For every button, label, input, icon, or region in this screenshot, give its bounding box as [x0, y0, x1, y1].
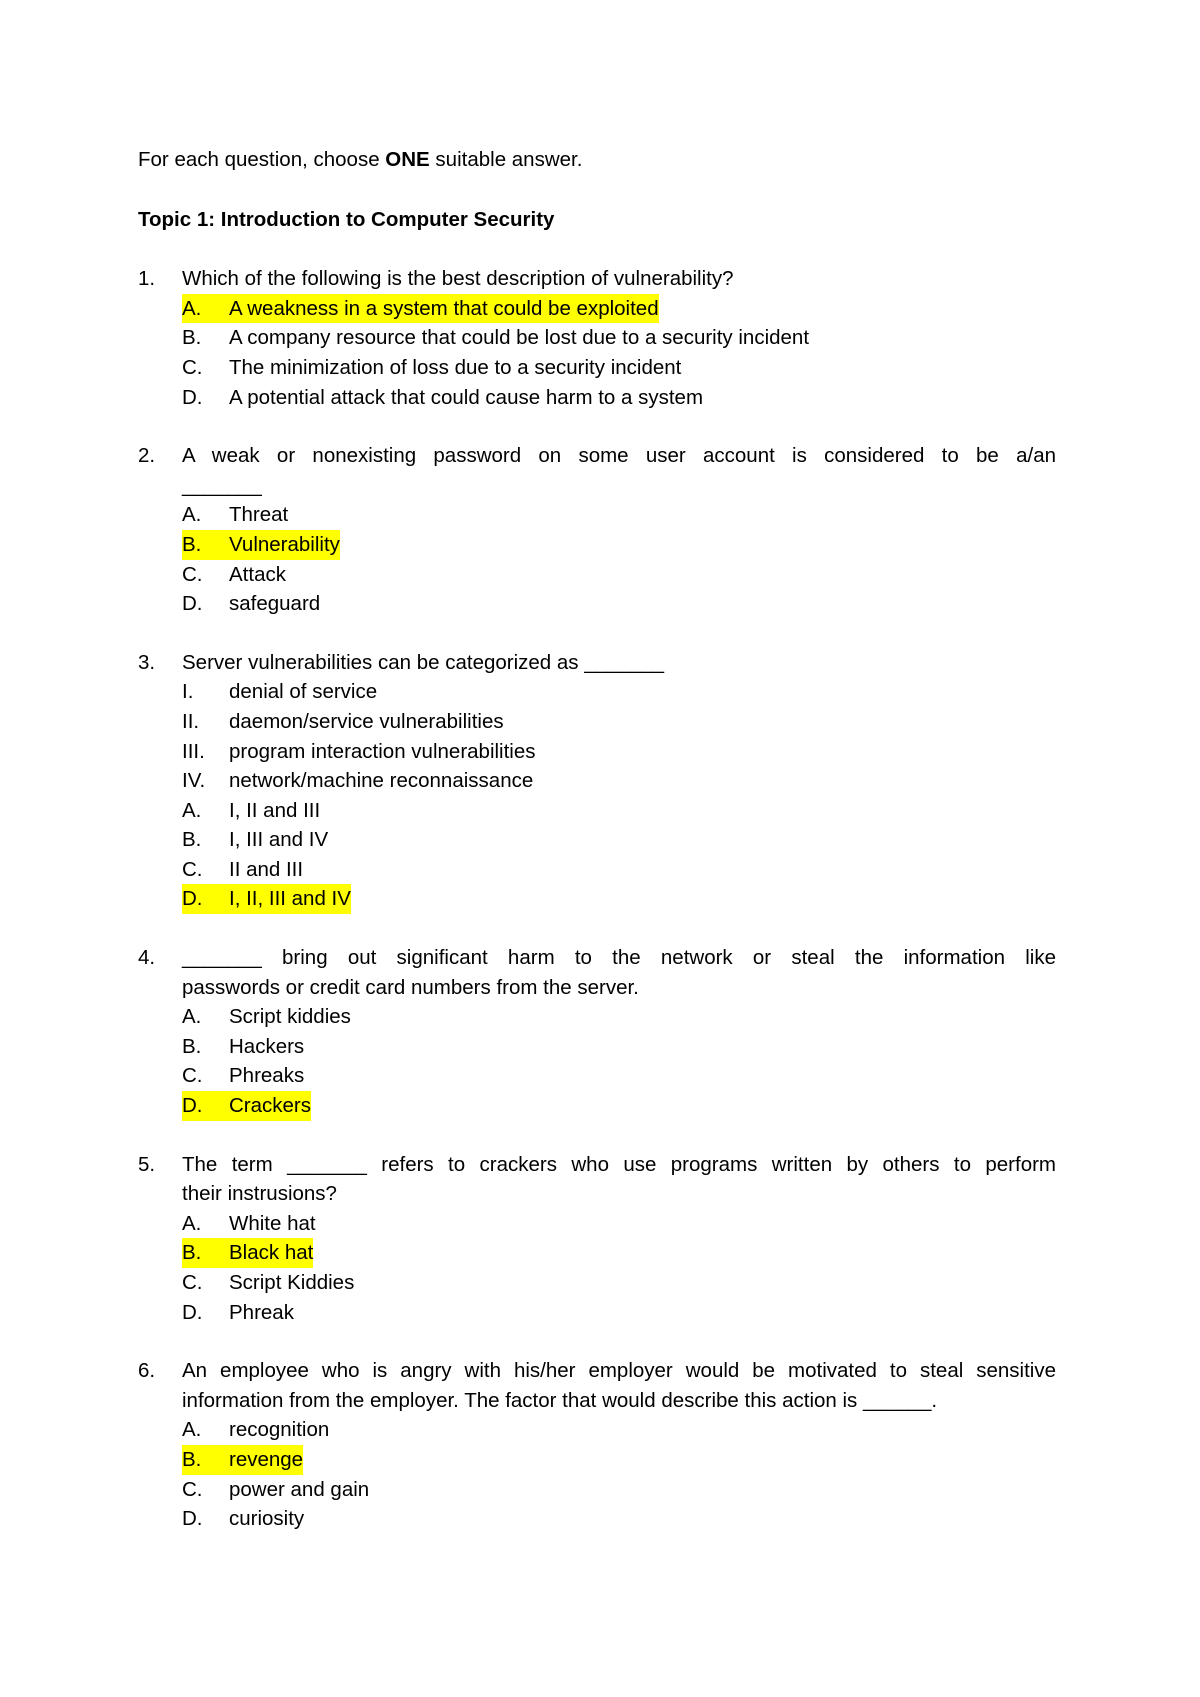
- option-text: Script kiddies: [229, 1005, 351, 1029]
- answer-option-correct: [182, 530, 1056, 560]
- option-label: A.: [182, 296, 202, 320]
- option-text: Phreaks: [229, 1064, 305, 1088]
- option-text: Crackers: [229, 1094, 312, 1118]
- answer-option-correct: [182, 1238, 1056, 1268]
- document-page: [138, 145, 1056, 1563]
- option-label: A.: [182, 798, 202, 822]
- option-text: I, II and III: [229, 798, 321, 822]
- statement-item: [182, 677, 1056, 707]
- option-text: safeguard: [229, 592, 321, 616]
- question-text-continuation: their instrusions?: [182, 1182, 337, 1206]
- option-text: I, II, III and IV: [229, 887, 351, 911]
- option-label: B.: [182, 1447, 202, 1471]
- option-text: revenge: [229, 1447, 304, 1471]
- option-label: A.: [182, 503, 202, 527]
- option-label: D.: [182, 1300, 203, 1324]
- question-stem: [138, 264, 1056, 294]
- question-text: [182, 441, 1056, 500]
- question-item: [138, 1150, 1056, 1328]
- option-text: The minimization of loss due to a security incident: [229, 355, 682, 379]
- statement-label: III.: [182, 739, 205, 763]
- answer-option: [182, 1268, 1056, 1298]
- answer-option: [182, 1415, 1056, 1445]
- answer-highlight: [182, 1238, 313, 1268]
- question-item: [138, 264, 1056, 412]
- option-text: Threat: [229, 503, 289, 527]
- option-label: C.: [182, 1064, 203, 1088]
- answer-option: [182, 1002, 1056, 1032]
- question-number: 4.: [138, 946, 156, 970]
- question-item: [138, 943, 1056, 1121]
- option-label: B.: [182, 1034, 202, 1058]
- option-label: C.: [182, 355, 203, 379]
- option-label: D.: [182, 1507, 203, 1531]
- answer-highlight: [182, 1091, 311, 1121]
- statement-text: network/machine reconnaissance: [229, 769, 534, 793]
- answer-option: [182, 560, 1056, 590]
- question-text-line: An employee who is angry with his/her employer would be motivated to steal sensitive: [182, 1359, 1056, 1383]
- question-text-continuation: information from the employer. The factor that would describe this action is ______.: [182, 1388, 938, 1412]
- instruction-text: For each question, choose ONE suitable answer.: [138, 148, 583, 171]
- option-label: B.: [182, 1241, 202, 1265]
- option-label: B.: [182, 828, 202, 852]
- statement-item: [182, 766, 1056, 796]
- answer-option: [182, 589, 1056, 619]
- option-label: A.: [182, 1005, 202, 1029]
- question-text: [182, 1150, 1056, 1209]
- option-text: Vulnerability: [229, 532, 340, 556]
- answer-option-correct: [182, 1091, 1056, 1121]
- question-stem: [138, 1356, 1056, 1415]
- answer-option: [182, 323, 1056, 353]
- option-label: C.: [182, 1477, 203, 1501]
- option-text: I, III and IV: [229, 828, 329, 852]
- option-text: Black hat: [229, 1241, 314, 1265]
- option-label: C.: [182, 857, 203, 881]
- answer-option: [182, 500, 1056, 530]
- option-label: D.: [182, 1094, 203, 1118]
- answer-option: [182, 1504, 1056, 1534]
- question-text: [182, 264, 1056, 294]
- answer-option: [182, 1298, 1056, 1328]
- question-text-line: Which of the following is the best description of vulnerability?: [182, 267, 734, 291]
- option-text: II and III: [229, 857, 304, 881]
- option-text: curiosity: [229, 1507, 305, 1531]
- question-stem: [138, 1150, 1056, 1209]
- question-number: 1.: [138, 267, 156, 291]
- answer-option: [182, 1209, 1056, 1239]
- statement-item: [182, 707, 1056, 737]
- question-text-continuation: _______: [182, 473, 262, 497]
- option-text: A potential attack that could cause harm to a system: [229, 385, 704, 409]
- option-text: White hat: [229, 1211, 316, 1235]
- question-text-line: A weak or nonexisting password on some user account is considered to be a/an: [182, 444, 1056, 468]
- option-text: A company resource that could be lost due to a security incident: [229, 326, 810, 350]
- statement-label: II.: [182, 709, 200, 733]
- answer-option-correct: [182, 294, 1056, 324]
- statement-text: daemon/service vulnerabilities: [229, 709, 504, 733]
- answer-highlight: [182, 884, 351, 914]
- statement-label: I.: [182, 680, 194, 704]
- option-label: A.: [182, 1211, 202, 1235]
- answer-option: [182, 1061, 1056, 1091]
- option-text: Script Kiddies: [229, 1271, 355, 1294]
- question-text: [182, 648, 1056, 678]
- option-label: C.: [182, 562, 203, 586]
- question-list: [138, 264, 1056, 1534]
- option-text: power and gain: [229, 1477, 370, 1501]
- answer-option: [182, 1032, 1056, 1062]
- question-text: [182, 1356, 1056, 1415]
- option-label: D.: [182, 887, 203, 911]
- answer-option-correct: [182, 1445, 1056, 1475]
- answer-highlight: [182, 1445, 303, 1475]
- question-number: 6.: [138, 1359, 156, 1383]
- answer-option: [182, 383, 1056, 413]
- question-item: [138, 1356, 1056, 1534]
- statement-item: [182, 737, 1056, 767]
- answer-option-correct: [182, 884, 1056, 914]
- question-stem: [138, 943, 1056, 1002]
- instruction-emphasis: ONE: [385, 148, 430, 171]
- question-number: 5.: [138, 1152, 156, 1176]
- option-text: Phreak: [229, 1300, 294, 1324]
- answer-option: [182, 855, 1056, 885]
- question-item: [138, 441, 1056, 619]
- question-text-line: _______ bring out significant harm to the network or steal the information like: [182, 946, 1056, 970]
- question-text: [182, 943, 1056, 1002]
- statement-label: IV.: [182, 769, 206, 793]
- option-label: A.: [182, 1418, 202, 1442]
- question-stem: [138, 441, 1056, 500]
- answer-option: [182, 825, 1056, 855]
- option-label: B.: [182, 326, 202, 350]
- option-label: B.: [182, 532, 202, 556]
- option-label: D.: [182, 385, 203, 409]
- question-item: [138, 648, 1056, 914]
- question-text-continuation: passwords or credit card numbers from the server.: [182, 975, 639, 999]
- option-label: D.: [182, 592, 203, 616]
- option-text: Hackers: [229, 1034, 305, 1058]
- option-text: Attack: [229, 562, 286, 586]
- answer-highlight: [182, 294, 659, 324]
- option-text: recognition: [229, 1418, 330, 1442]
- answer-option: [182, 796, 1056, 826]
- question-number: 3.: [138, 650, 156, 674]
- statement-text: denial of service: [229, 680, 378, 704]
- question-text-line: Server vulnerabilities can be categorized as _______: [182, 650, 665, 674]
- answer-highlight: [182, 530, 340, 560]
- option-text: A weakness in a system that could be exploited: [229, 296, 659, 320]
- topic-heading: Topic 1: Introduction to Computer Security: [138, 207, 555, 231]
- answer-option: [182, 353, 1056, 383]
- answer-option: [182, 1475, 1056, 1505]
- statement-text: program interaction vulnerabilities: [229, 739, 536, 763]
- question-stem: [138, 648, 1056, 678]
- question-text-line: The term _______ refers to crackers who use programs written by others to perform: [182, 1152, 1056, 1176]
- question-number: 2.: [138, 444, 156, 468]
- option-label: C.: [182, 1271, 203, 1294]
